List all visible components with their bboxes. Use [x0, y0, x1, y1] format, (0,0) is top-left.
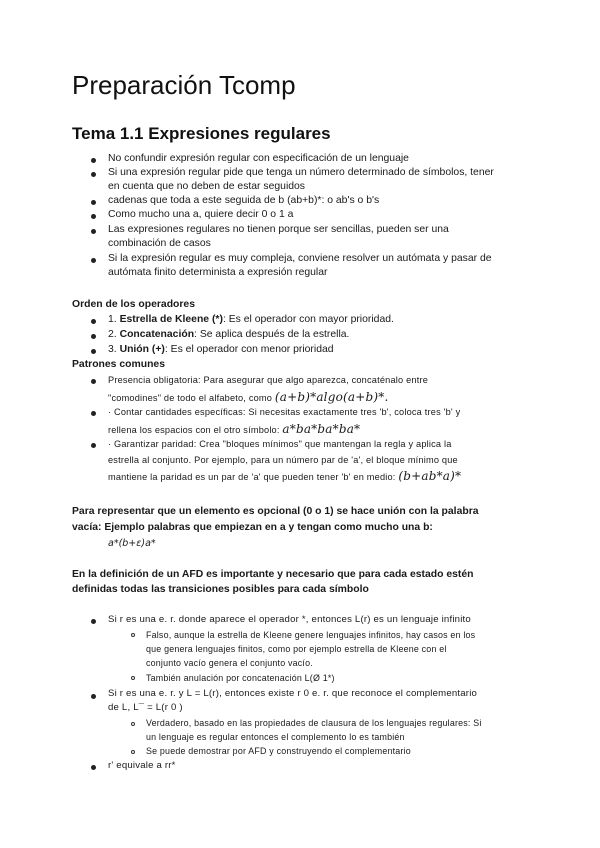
list-item: Como mucho una a, quiere decir 0 o 1 a — [108, 209, 294, 220]
list-item-continuation: de L, L¯ = L(r 0 ) — [108, 702, 183, 713]
bullet-icon — [91, 158, 96, 163]
list-item: Si r es una e. r. y L = L(r), entonces existe r 0 e. r. que reconoce el complementario — [108, 688, 478, 699]
list-item: Falso, aunque la estrella de Kleene genere lenguajes infinitos, hay casos en los — [146, 630, 476, 640]
patterns-heading: Patrones comunes — [72, 359, 165, 370]
bullet-icon — [91, 334, 96, 339]
sub-bullet-icon — [131, 676, 135, 680]
section-heading: Tema 1.1 Expresiones regulares — [72, 124, 331, 143]
list-item-continuation: "comodines" de todo el alfabeto, como (a+b)*algo(a+b)*. — [108, 390, 389, 404]
bullet-icon — [91, 258, 96, 263]
list-item: 2. Concatenación: Se aplica después de la estrella. — [108, 329, 350, 340]
list-item-continuation: autómata finito determinista a expresión regular — [108, 267, 328, 278]
bullet-icon — [91, 443, 96, 448]
bullet-icon — [91, 172, 96, 177]
list-item: Si r es una e. r. donde aparece el operador *, entonces L(r) es un lenguaje infinito — [108, 614, 471, 625]
bullet-icon — [91, 349, 96, 354]
list-item-continuation: un lenguaje es regular entonces el complemento lo es también — [146, 732, 405, 742]
list-item: Si una expresión regular pide que tenga un número determinado de símbolos, tener — [108, 167, 494, 178]
list-item: No confundir expresión regular con especificación de un lenguaje — [108, 153, 409, 164]
bullet-icon — [91, 379, 96, 384]
list-item-continuation: mantiene la paridad es un par de 'a' que pueden tener 'b' en medio: (b+ab*a)* — [108, 469, 462, 483]
list-item: cadenas que toda a este seguida de b (ab+b)*: o ab's o b's — [108, 195, 380, 206]
sub-bullet-icon — [131, 750, 135, 754]
bullet-icon — [91, 229, 96, 234]
list-item: También anulación por concatenación L(Ø 1*) — [146, 673, 335, 683]
bullet-icon — [91, 319, 96, 324]
bullet-icon — [91, 411, 96, 416]
list-item: 3. Unión (+): Es el operador con menor prioridad — [108, 344, 334, 355]
sub-bullet-icon — [131, 722, 135, 726]
bullet-icon — [91, 214, 96, 219]
list-item: Las expresiones regulares no tienen porque ser sencillas, pueden ser una — [108, 224, 449, 235]
list-item-continuation: rellena los espacios con el otro símbolo: a*ba*ba*ba* — [108, 422, 361, 436]
bullet-icon — [91, 765, 96, 770]
afd-note-line1: En la definición de un AFD es importante y necesario que para cada estado estén — [72, 569, 474, 580]
sub-bullet-icon — [131, 633, 135, 637]
list-item-continuation: estrella al conjunto. Por ejemplo, para un número par de 'a', el bloque mínimo que — [108, 455, 458, 465]
bullet-icon — [91, 694, 96, 699]
afd-note-line2: definidas todas las transiciones posibles para cada símbolo — [72, 584, 369, 595]
list-item: · Garantizar paridad: Crea "bloques mínimos" que mantengan la regla y aplica la — [108, 439, 452, 449]
optional-note-line1: Para representar que un elemento es opcional (0 o 1) se hace unión con la palabra — [72, 506, 479, 517]
list-item: Presencia obligatoria: Para asegurar que algo aparezca, concaténalo entre — [108, 375, 429, 385]
bullet-icon — [91, 200, 96, 205]
bullet-icon — [91, 619, 96, 624]
list-item-continuation: combinación de casos — [108, 238, 211, 249]
formula: (b+ab*a)* — [398, 469, 462, 483]
page-title: Preparación Tcomp — [72, 70, 296, 100]
operators-heading: Orden de los operadores — [72, 299, 195, 310]
list-item-continuation: que genera lenguajes finitos, como por ejemplo estrella de Kleene con el — [146, 644, 447, 654]
optional-formula: a*(b+ε)a* — [108, 538, 156, 549]
list-item: Si la expresión regular es muy compleja, conviene resolver un autómata y pasar de — [108, 253, 492, 264]
list-item: 1. Estrella de Kleene (*): Es el operador con mayor prioridad. — [108, 314, 394, 325]
list-item: Verdadero, basado en las propiedades de clausura de los lenguajes regulares: Si — [146, 718, 482, 728]
formula: a*ba*ba*ba* — [282, 422, 361, 436]
list-item: · Contar cantidades específicas: Si necesitas exactamente tres 'b', coloca tres 'b' y — [108, 407, 461, 417]
optional-note-line2: vacía: Ejemplo palabras que empiezan en a y tengan como mucho una b: — [72, 522, 433, 533]
list-item: Se puede demostrar por AFD y construyendo el complementario — [146, 746, 411, 756]
formula: (a+b)*algo(a+b)*. — [274, 390, 389, 404]
list-item-continuation: en cuenta que no deben de estar seguidos — [108, 181, 306, 192]
list-item: r' equivale a rr* — [108, 760, 176, 771]
list-item-continuation: conjunto vacío genera el conjunto vacío. — [146, 658, 313, 668]
